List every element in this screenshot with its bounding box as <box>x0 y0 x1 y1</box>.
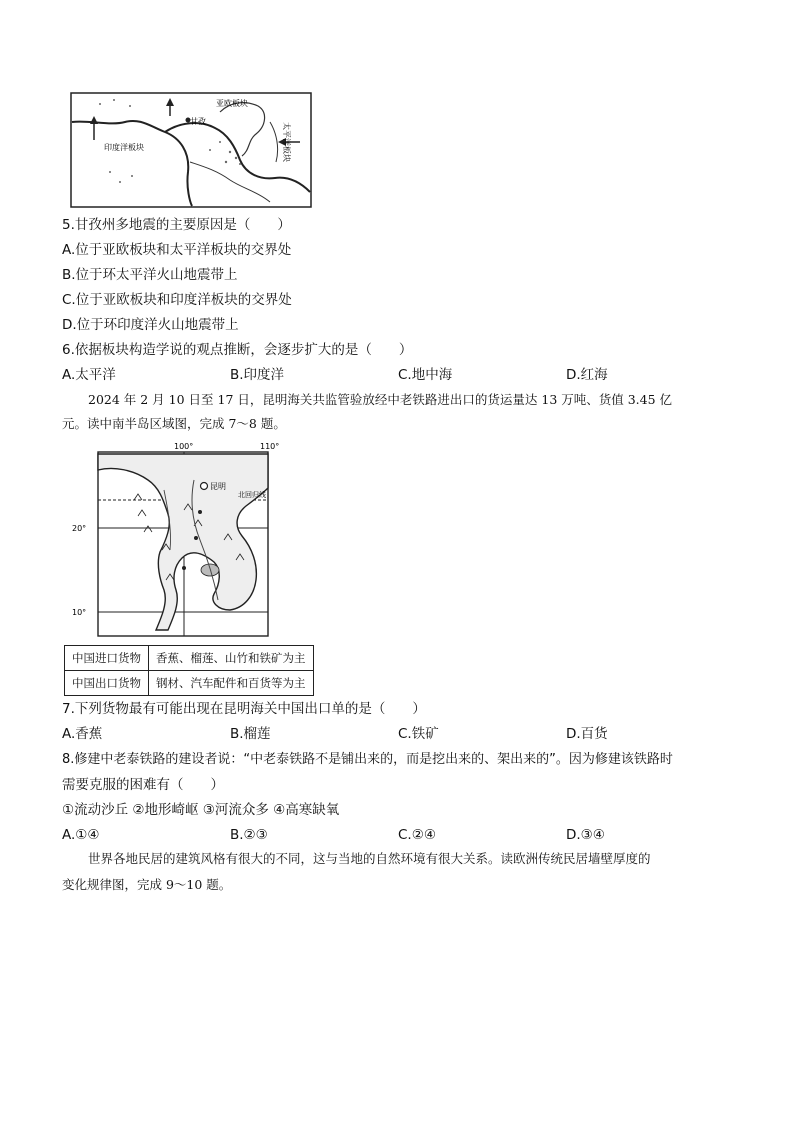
q6-option-b[interactable]: B.印度洋 <box>230 367 285 383</box>
plate-map-svg <box>70 92 312 208</box>
q5-stem: 5.甘孜州多地震的主要原因是（ ） <box>62 217 291 233</box>
passage2-line1: 世界各地民居的建筑风格有很大的不同，这与当地的自然环境有很大关系。读欧洲传统民居墙壁厚度的 <box>88 851 651 866</box>
q8-choices: ①流动沙丘 ②地形崎岖 ③河流众多 ④高寒缺氧 <box>62 802 340 818</box>
q8-stem-line1: 8.修建中老泰铁路的建设者说：“中老泰铁路不是铺出来的，而是挖出来的、架出来的”。因为修建该铁路时 <box>62 752 673 767</box>
q8-option-a[interactable]: A.①④ <box>62 827 100 843</box>
table-row <box>65 671 314 696</box>
q8-option-d[interactable]: D.③④ <box>566 827 605 843</box>
q5-option-a[interactable]: A.位于亚欧板块和太平洋板块的交界处 <box>62 242 292 258</box>
map1-label-indian: 印度洋板块 <box>104 143 144 152</box>
trade-export-label: 中国出口货物 <box>65 671 149 696</box>
passage1-line2: 元。读中南半岛区域图，完成 7～8 题。 <box>62 416 286 431</box>
q5-option-d[interactable]: D.位于环印度洋火山地震带上 <box>62 317 239 333</box>
q7-option-b[interactable]: B.榴莲 <box>230 726 271 742</box>
map1-label-pacific: 太平洋板块 <box>282 122 291 162</box>
plate-map <box>70 92 312 208</box>
map1-label-ganzi: 甘孜 <box>190 117 206 126</box>
q7-option-a[interactable]: A.香蕉 <box>62 726 103 742</box>
passage2-line2: 变化规律图，完成 9～10 题。 <box>62 877 232 892</box>
indochina-map <box>64 440 286 640</box>
map2-city-kunming: 昆明 <box>210 482 226 491</box>
map2-tropic-label: 北回归线 <box>238 491 266 499</box>
table-row <box>65 646 314 671</box>
q6-option-c[interactable]: C.地中海 <box>398 367 453 383</box>
q5-option-b[interactable]: B.位于环太平洋火山地震带上 <box>62 267 238 283</box>
trade-import-value: 香蕉、榴莲、山竹和铁矿为主 <box>149 646 314 671</box>
trade-table <box>64 645 314 696</box>
trade-import-label: 中国进口货物 <box>65 646 149 671</box>
passage1-line1: 2024 年 2 月 10 日至 17 日，昆明海关共监管验放经中老铁路进出口的货运量达 13 万吨、货值 3.45 亿 <box>88 392 673 407</box>
indochina-map-svg <box>64 440 286 640</box>
trade-export-value: 钢材、汽车配件和百货等为主 <box>149 671 314 696</box>
q6-stem: 6.依据板块构造学说的观点推断，会逐步扩大的是（ ） <box>62 342 413 358</box>
q8-stem-line2: 需要克服的困难有（ ） <box>62 777 224 793</box>
q8-option-b[interactable]: B.②③ <box>230 827 268 843</box>
q7-option-d[interactable]: D.百货 <box>566 726 608 742</box>
map2-lat-20: 20° <box>72 524 87 533</box>
q6-option-d[interactable]: D.红海 <box>566 367 608 383</box>
map2-lon-110: 110° <box>260 442 280 451</box>
q6-option-a[interactable]: A.太平洋 <box>62 367 116 383</box>
q5-option-c[interactable]: C.位于亚欧板块和印度洋板块的交界处 <box>62 292 292 308</box>
q8-option-c[interactable]: C.②④ <box>398 827 436 843</box>
q7-stem: 7.下列货物最有可能出现在昆明海关中国出口单的是（ ） <box>62 701 426 717</box>
q7-option-c[interactable]: C.铁矿 <box>398 726 439 742</box>
map1-label-eurasia: 亚欧板块 <box>216 99 248 108</box>
map2-lon-100: 100° <box>174 442 194 451</box>
map2-lat-10: 10° <box>72 608 87 617</box>
